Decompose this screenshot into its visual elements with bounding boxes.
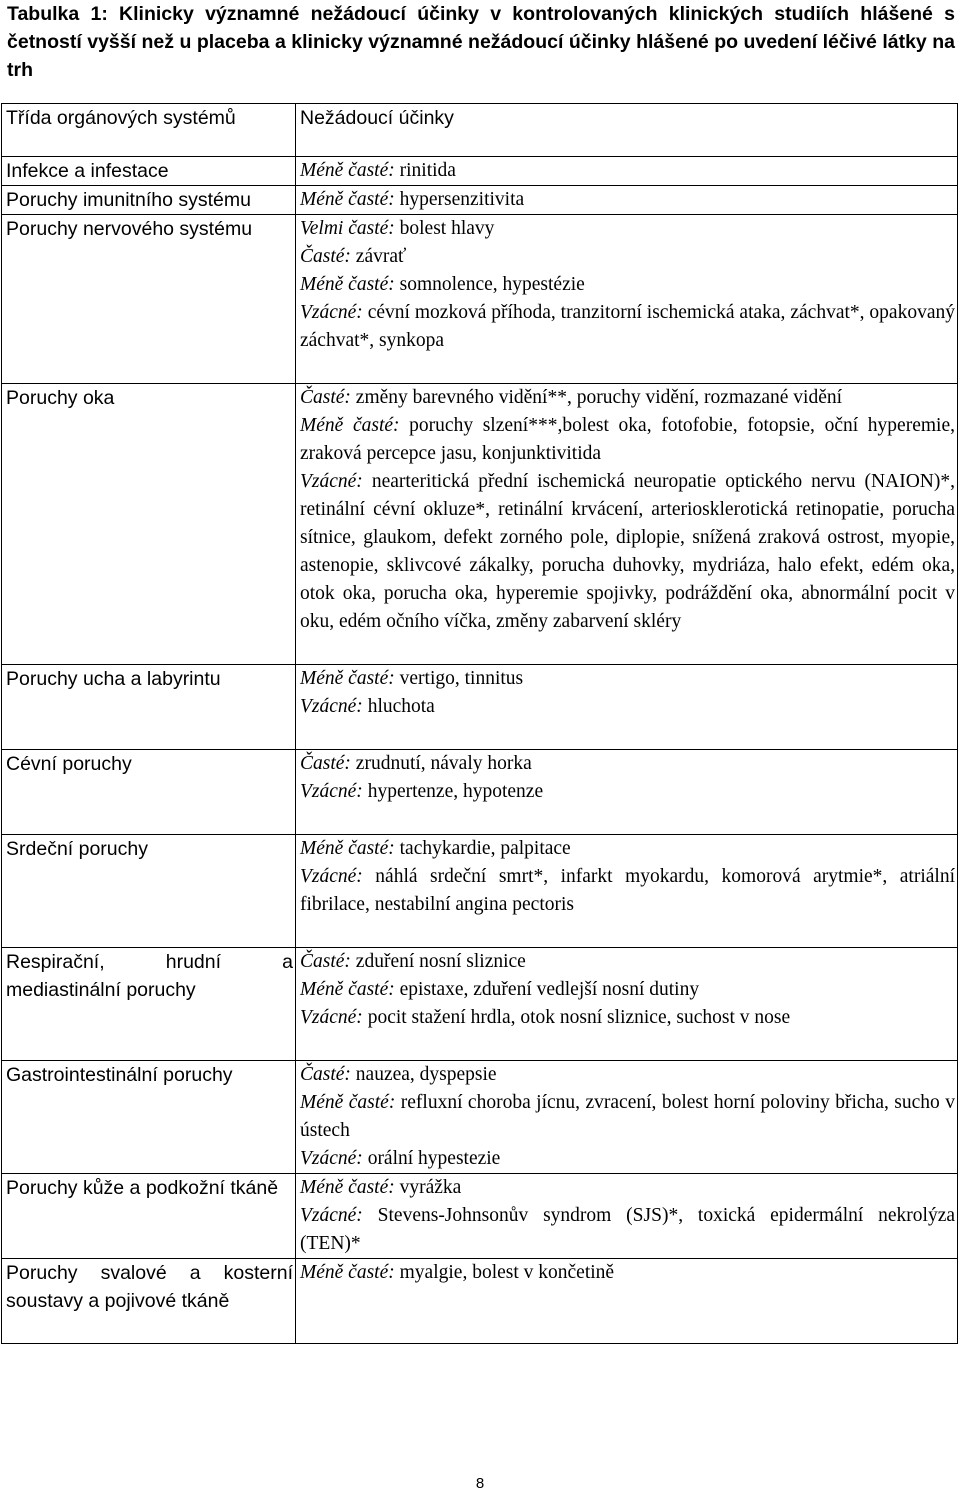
effects-text: Stevens-Johnsonův syndrom (SJS)*, toxická epidermální nekrolýza (TEN)* <box>300 1205 955 1254</box>
frequency-label: Vzácné: <box>300 302 363 323</box>
effects-text: tachykardie, palpitace <box>394 838 571 859</box>
frequency-line <box>300 1174 955 1202</box>
frequency-label: Vzácné: <box>300 1148 363 1169</box>
frequency-line <box>300 1004 955 1032</box>
frequency-label: Časté: <box>300 1064 351 1085</box>
effects-text: vyrážka <box>394 1177 462 1198</box>
effects-text: bolest hlavy <box>394 218 495 239</box>
adverse-effects-cell <box>296 157 958 186</box>
frequency-line <box>300 1202 955 1258</box>
table-row <box>2 1259 958 1344</box>
adverse-effects-cell <box>296 1174 958 1259</box>
effects-text: cévní mozková příhoda, tranzitorní ischemická ataka, záchvat*, opakovaný záchvat*, synkopa <box>300 302 955 351</box>
table-row <box>2 215 958 384</box>
frequency-label: Méně časté: <box>300 838 395 859</box>
page-number: 8 <box>475 1475 485 1492</box>
frequency-label: Vzácné: <box>300 781 363 802</box>
organ-class-cell: Poruchy ucha a labyrintu <box>2 665 296 750</box>
header-adverse-effects: Nežádoucí účinky <box>296 104 958 157</box>
frequency-label: Méně časté: <box>300 415 400 436</box>
adverse-effects-table <box>1 103 958 1344</box>
frequency-line <box>300 215 955 243</box>
frequency-line <box>300 1259 955 1287</box>
effects-text: epistaxe, zduření vedlejší nosní dutiny <box>394 979 700 1000</box>
organ-class-cell: Poruchy nervového systému <box>2 215 296 384</box>
frequency-line <box>300 1089 955 1145</box>
table-row <box>2 186 958 215</box>
table-row <box>2 157 958 186</box>
frequency-label: Vzácné: <box>300 1007 363 1028</box>
frequency-line <box>300 948 955 976</box>
frequency-label: Méně časté: <box>300 274 395 295</box>
table-row <box>2 1174 958 1259</box>
adverse-effects-cell <box>296 665 958 750</box>
effects-text: náhlá srdeční smrt*, infarkt myokardu, komorová arytmie*, atriální fibrilace, nestabilní angina pectoris <box>300 866 955 915</box>
frequency-label: Časté: <box>300 387 351 408</box>
organ-class-cell: Cévní poruchy <box>2 750 296 835</box>
organ-class-cell: Poruchy kůže a podkožní tkáně <box>2 1174 296 1259</box>
frequency-line <box>300 243 955 271</box>
frequency-label: Méně časté: <box>300 668 395 689</box>
frequency-label: Méně časté: <box>300 1177 395 1198</box>
effects-text: somnolence, hypestézie <box>394 274 585 295</box>
frequency-label: Méně časté: <box>300 160 395 181</box>
adverse-effects-cell <box>296 1061 958 1174</box>
adverse-effects-cell <box>296 1259 958 1344</box>
frequency-line <box>300 1061 955 1089</box>
adverse-effects-cell <box>296 948 958 1061</box>
effects-text: orální hypestezie <box>362 1148 501 1169</box>
organ-class-cell: Gastrointestinální poruchy <box>2 1061 296 1174</box>
effects-text: nauzea, dyspepsie <box>350 1064 497 1085</box>
effects-text: hypersenzitivita <box>394 189 525 210</box>
frequency-line <box>300 750 955 778</box>
organ-class-cell: Srdeční poruchy <box>2 835 296 948</box>
effects-text: zduření nosní sliznice <box>350 951 526 972</box>
effects-text: zrudnutí, návaly horka <box>350 753 532 774</box>
frequency-line <box>300 665 955 693</box>
frequency-line <box>300 384 955 412</box>
frequency-label: Velmi časté: <box>300 218 395 239</box>
frequency-label: Vzácné: <box>300 696 363 717</box>
frequency-line <box>300 412 955 468</box>
effects-text: změny barevného vidění**, poruchy vidění, rozmazané vidění <box>350 387 843 408</box>
effects-text: hypertenze, hypotenze <box>362 781 544 802</box>
effects-text: refluxní choroba jícnu, zvracení, bolest horní poloviny břicha, sucho v ústech <box>300 1092 955 1141</box>
frequency-label: Vzácné: <box>300 1205 363 1226</box>
table-header-row <box>2 104 958 157</box>
organ-class-cell: Infekce a infestace <box>2 157 296 186</box>
frequency-label: Časté: <box>300 246 351 267</box>
frequency-label: Vzácné: <box>300 866 363 887</box>
effects-text: závrať <box>350 246 407 267</box>
organ-class-cell: Poruchy svalové a kosterní soustavy a pojivové tkáně <box>2 1259 296 1344</box>
effects-text: poruchy slzení***,bolest oka, fotofobie, fotopsie, oční hyperemie, zraková percepce jasu, konjunktivitida <box>300 415 955 464</box>
effects-text: hluchota <box>362 696 435 717</box>
table-row <box>2 1061 958 1174</box>
frequency-line <box>300 693 955 721</box>
adverse-effects-cell <box>296 835 958 948</box>
frequency-line <box>300 863 955 919</box>
frequency-line <box>300 835 955 863</box>
effects-text: myalgie, bolest v končetině <box>394 1262 615 1283</box>
effects-text: pocit stažení hrdla, otok nosní sliznice, suchost v nose <box>362 1007 791 1028</box>
frequency-label: Vzácné: <box>300 471 363 492</box>
effects-text: nearteritická přední ischemická neuropatie optického nervu (NAION)*, retinální cévní okluze*, retinální krvácení, arteriosklerotická retinopatie, porucha sítnice, glaukom, defekt zorného pole, diplopie, snížená zraková ostrost, myopie, astenopie, sklivcové zákalky, porucha duhovky, mydriáza, halo efekt, edém oka, otok oka, porucha oka, hyperemie spojivky, podráždění oka, abnormální pocit v oku, edém očního víčka, změny zabarvení skléry <box>300 471 955 632</box>
frequency-line <box>300 468 955 636</box>
adverse-effects-cell <box>296 750 958 835</box>
frequency-line <box>300 1145 955 1173</box>
frequency-label: Méně časté: <box>300 189 395 210</box>
table-row <box>2 750 958 835</box>
table-row <box>2 665 958 750</box>
organ-class-cell: Respirační, hrudní a mediastinální poruchy <box>2 948 296 1061</box>
table-row <box>2 948 958 1061</box>
table-caption: Tabulka 1: Klinicky významné nežádoucí účinky v kontrolovaných klinických studiích hlášené s četností vyšší než u placeba a klinicky významné nežádoucí účinky hlášené po uvedení léčivé látky na trh <box>7 3 955 81</box>
adverse-effects-table-body <box>2 104 958 1344</box>
table-row <box>2 384 958 665</box>
frequency-line <box>300 299 955 355</box>
adverse-effects-cell <box>296 215 958 384</box>
organ-class-cell: Poruchy oka <box>2 384 296 665</box>
organ-class-cell: Poruchy imunitního systému <box>2 186 296 215</box>
header-organ-class: Třída orgánových systémů <box>2 104 296 157</box>
frequency-label: Méně časté: <box>300 1092 396 1113</box>
effects-text: rinitida <box>394 160 456 181</box>
frequency-line <box>300 976 955 1004</box>
frequency-label: Časté: <box>300 951 351 972</box>
frequency-line <box>300 157 955 185</box>
frequency-line <box>300 186 955 214</box>
frequency-label: Časté: <box>300 753 351 774</box>
frequency-line <box>300 271 955 299</box>
effects-text: vertigo, tinnitus <box>394 668 524 689</box>
adverse-effects-cell <box>296 186 958 215</box>
frequency-line <box>300 778 955 806</box>
adverse-effects-cell <box>296 384 958 665</box>
frequency-label: Méně časté: <box>300 979 395 1000</box>
frequency-label: Méně časté: <box>300 1262 395 1283</box>
table-row <box>2 835 958 948</box>
